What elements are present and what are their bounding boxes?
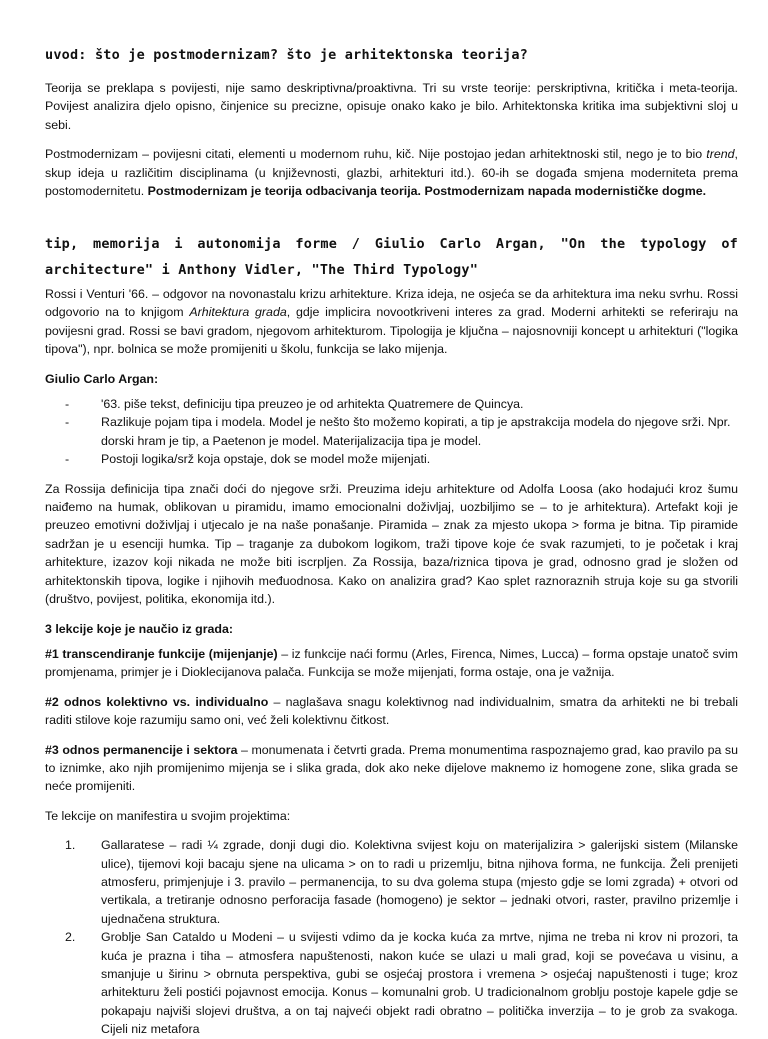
project-text: Gallaratese – radi ¼ zgrade, donji dugi dio. Kolektivna svijest koju on materijalizira > galerijski sistem (Milanske ulice), tijemovi koji bacaju sjene na ulicama > on to radi u prizemlju, bitna njihova forma, ne funkcija. Želi prenijeti atmosferu, primjenjuje i 3. pravilo – permanencija, to su dva golema stupa (mjesto gdje se lomi zgrada) + otvori od vertikala, a tretiranje odnosno perforacija fasade (homogeno) je sektor – jednaki otvori, raster, pravilno prizemlje i ujednačena struktura.: [101, 838, 738, 926]
emphasis-book-title: Arhitektura grada: [189, 305, 287, 320]
text: , skup ideja u različitim disciplinama (u književnosti, glazbi, arhitekturi itd.). 60-ih se događa smjena moderniteta prema postomodernitetu.: [45, 147, 738, 199]
lesson-2: [45, 693, 738, 730]
paragraph-rossi-type: Za Rossija definicija tipa znači doći do njegove srži. Preuzima ideju arhitekture od Adolfa Loosa (ako hodajući kroz šumu naiđemo na humak, oblikovan u piramidu, imamo emocionalni doživljaj, uozbiljimo se – to je arhitektura). Artefakt koji je preuzeo emotivni doživljaj i utjecalo je na naše ponašanje. Piramida – znak za mjesto ukopa > forma je bitna. Tip piramide sadržan je u esenciji humka. Tip – traganje za dubokom logikom, traži tipove koje će svak razumjeti, to je početak i kraj arhitekture, izazov koji nikada ne može biti iscrpljen. Za Rossija, baza/riznica tipova je grad, odnosno grad je složen od arhitektonskih tipova, logike i njihovih međuodnosa. Kako on analizira grad? Kao splet raznoraznih struja koje su ga stvorili (društvo, povijest, politika, ekonomija itd.).: [45, 481, 738, 607]
bold-statement: Postmodernizam je teorija odbacivanja teorija. Postmodernizam napada modernističke dogme.: [147, 184, 707, 199]
argan-list: [65, 395, 738, 469]
section-heading-typology: tip, memorija i autonomija forme / Giulio Carlo Argan, "On the typology of architecture" i Anthony Vidler, "The Third Typology": [45, 236, 738, 278]
list-item: - '63. piše tekst, definiciju tipa preuzeo je od arhitekta Quatremere de Quincya.: [65, 395, 738, 413]
project-text: Groblje San Cataldo u Modeni – u svijesti vdimo da je kocka kuća za mrtve, njima ne treba ni krov ni prozori, ta kuća je prazna i tiha – atmosfera napuštenosti, nakon kuće se ulazi u mali grad, koji se povećava u visinu, a smanjuje u širinu > obrnuta perspektiva, gubi se osjećaj prostora i vremena > osjećaj napuštenosti i tuge; kroz arhitekturu želi postići pojavnost emocija. Konus – komunalni grob. U tradicionalnom groblju postoje kapele gdje se pokapaju najviši slojevi društva, a on taj najveći objekt radi obratno – politička inverzija – to je grob za svakoga. Cijeli niz metafora: [101, 930, 738, 1037]
lesson-1-title: #1 transcendiranje funkcije (mijenjanje): [45, 646, 278, 661]
emphasis-trend: trend: [706, 147, 735, 162]
lesson-1: [45, 645, 738, 682]
argan-title: Giulio Carlo Argan:: [45, 371, 159, 386]
lessons-title: 3 lekcije koje je naučio iz grada:: [45, 621, 234, 636]
list-number: 2.: [65, 930, 76, 945]
lesson-3: [45, 741, 738, 796]
text: Postmodernizam – povijesni citati, elementi u modernom ruhu, kič. Nije postojao jedan arhitektnoski stil, nego je to bio: [45, 147, 707, 162]
section-heading-intro: uvod: što je postmodernizam? što je arhitektonska teorija?: [45, 47, 529, 63]
text: Rossi i Venturi '66. – odgovor na novonastalu krizu arhitekture. Kriza ideja, ne osjeća se da arhitektura ima neku svrhu. Rossi odgovorio na to knjigom: [45, 287, 738, 320]
list-number: 1.: [65, 838, 76, 853]
projects-list: [65, 836, 738, 1038]
lesson-1-text: – iz funkcije naći formu (Arles, Firenca, Nimes, Lucca) – forma opstaje unatoč svim promjenama, primjer je i Dioklecijanova palača. Funkcija se može mijenjati, forma ostaje, ona je važnija.: [45, 646, 738, 680]
list-item: - Postoji logika/srž koja opstaje, dok se model može mijenjati.: [65, 450, 738, 468]
section-intro-body: [45, 79, 738, 211]
list-item: [65, 836, 738, 928]
lesson-2-text: – naglašava snagu kolektivnog nad individualnim, smatra da arhitekti ne bi trebali raditi stilove koje razumiju samo oni, već želi kolektivnu čitkost.: [45, 694, 738, 728]
text: , gdje implicira novootkriveni interes za grad. Moderni arhitekti se referiraju na povijesni grad. Rossi se bavi gradom, njegovom arhitekturom. Tipologija je ključna – najosnovniji koncept u arhitekturi ("logika tipova"), npr. bolnica se može promijeniti u školu, funkcija se lako mijenja.: [45, 305, 738, 357]
lesson-3-text: – monumenata i četvrti grada. Prema monumentima raspoznajemo grad, kao pravilo pa su to iznimke, ako njih promijenimo mijenja se i slika grada, dok ako neke dijelove maknemo iz homogene zone, slika grada se neće promijeniti.: [45, 742, 738, 794]
paragraph-postmodernism: [45, 145, 738, 200]
projects-intro: Te lekcije on manifestira u svojim projektima:: [45, 808, 291, 823]
list-item: - Razlikuje pojam tipa i modela. Model je nešto što možemo kopirati, a tip je apstrakcija modela do njegove srži. Npr. dorski hram je tip, a Paetenon je model. Materijalizacija tipa je model.: [65, 413, 738, 450]
list-item: [65, 928, 738, 1038]
lesson-2-title: #2 odnos kolektivno vs. individualno: [45, 694, 269, 709]
paragraph-rossi-venturi: [45, 285, 738, 359]
lesson-3-title: #3 odnos permanencije i sektora: [45, 742, 238, 757]
paragraph-theory: Teorija se preklapa s povijesti, nije samo deskriptivna/proaktivna. Tri su vrste teorije: perskriptivna, kritička i meta-teorija. Povijest analizira djelo opisno, činjenice su precizne, opisuje onako kako je bilo. Arhitektonska kritika ima subjektivni sloj u sebi.: [45, 81, 738, 132]
section-typology-body: [45, 285, 738, 1039]
